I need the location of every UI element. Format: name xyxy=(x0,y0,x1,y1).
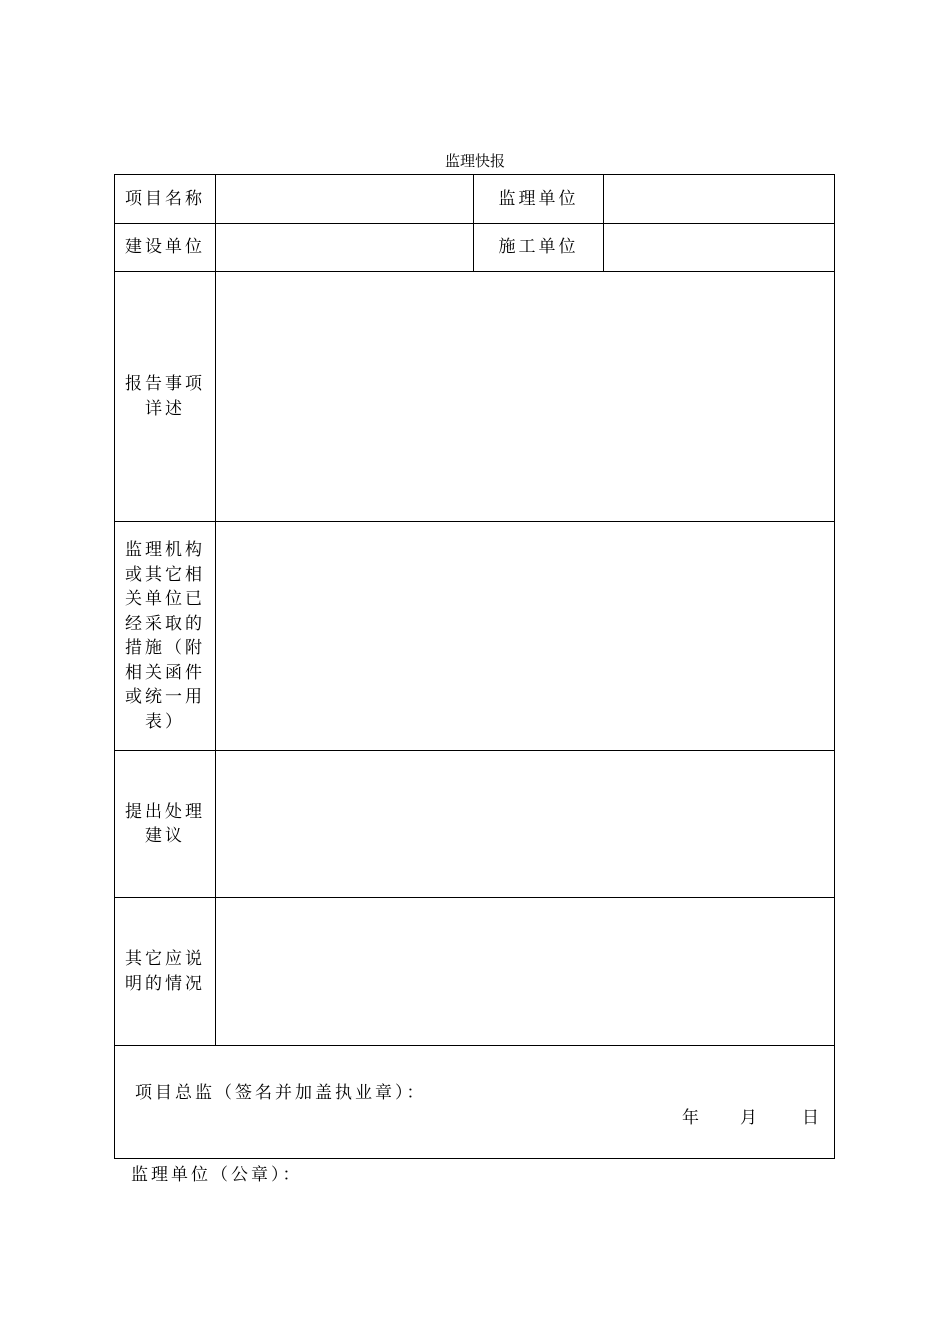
other-notes-label: 其它应说明的情况 xyxy=(125,949,205,994)
other-notes-field[interactable] xyxy=(216,898,835,1046)
other-notes-label-cell xyxy=(115,898,216,1046)
row-suggestions xyxy=(115,751,835,898)
project-name-label-cell xyxy=(115,175,216,224)
supervision-unit-field[interactable] xyxy=(604,175,835,224)
date-month: 月 xyxy=(740,1108,760,1128)
suggestions-label-cell xyxy=(115,751,216,898)
report-details-field[interactable] xyxy=(216,272,835,522)
report-form xyxy=(114,174,835,1159)
report-details-label: 报告事项详述 xyxy=(125,374,205,419)
row-construction-unit xyxy=(115,224,835,272)
measures-taken-label-cell xyxy=(115,522,216,751)
row-signature xyxy=(115,1046,835,1159)
row-report-details xyxy=(115,272,835,522)
signature-cell[interactable] xyxy=(115,1046,835,1159)
signature-date xyxy=(682,1103,822,1128)
date-day: 日 xyxy=(802,1108,822,1128)
supervision-unit-seal-label: 监理单位（公章）： xyxy=(131,1165,303,1185)
chief-signature-label: 项目总监（签名并加盖执业章）： xyxy=(135,1083,427,1103)
row-project-name xyxy=(115,175,835,224)
supervision-unit-label: 监理单位 xyxy=(498,188,579,209)
suggestions-label: 提出处理建议 xyxy=(125,801,205,846)
construction-unit-label: 建设单位 xyxy=(125,237,205,258)
project-name-field[interactable] xyxy=(216,175,474,224)
measures-taken-field[interactable] xyxy=(216,522,835,751)
suggestions-field[interactable] xyxy=(216,751,835,898)
row-other-notes xyxy=(115,898,835,1046)
date-year: 年 xyxy=(682,1108,702,1128)
construction-unit-label-cell xyxy=(115,224,216,272)
measures-taken-label: 监理机构或其它相关单位已经采取的措施（附相关函件或统一用表） xyxy=(125,540,205,732)
supervision-unit-label-cell xyxy=(474,175,604,224)
report-details-label-cell xyxy=(115,272,216,522)
project-name-label: 项目名称 xyxy=(125,188,205,209)
contractor-unit-label-cell xyxy=(474,224,604,272)
document-title: 监理快报 xyxy=(444,152,505,170)
construction-unit-field[interactable] xyxy=(216,224,474,272)
contractor-unit-field[interactable] xyxy=(604,224,835,272)
contractor-unit-label: 施工单位 xyxy=(498,237,579,258)
row-measures-taken xyxy=(115,522,835,751)
